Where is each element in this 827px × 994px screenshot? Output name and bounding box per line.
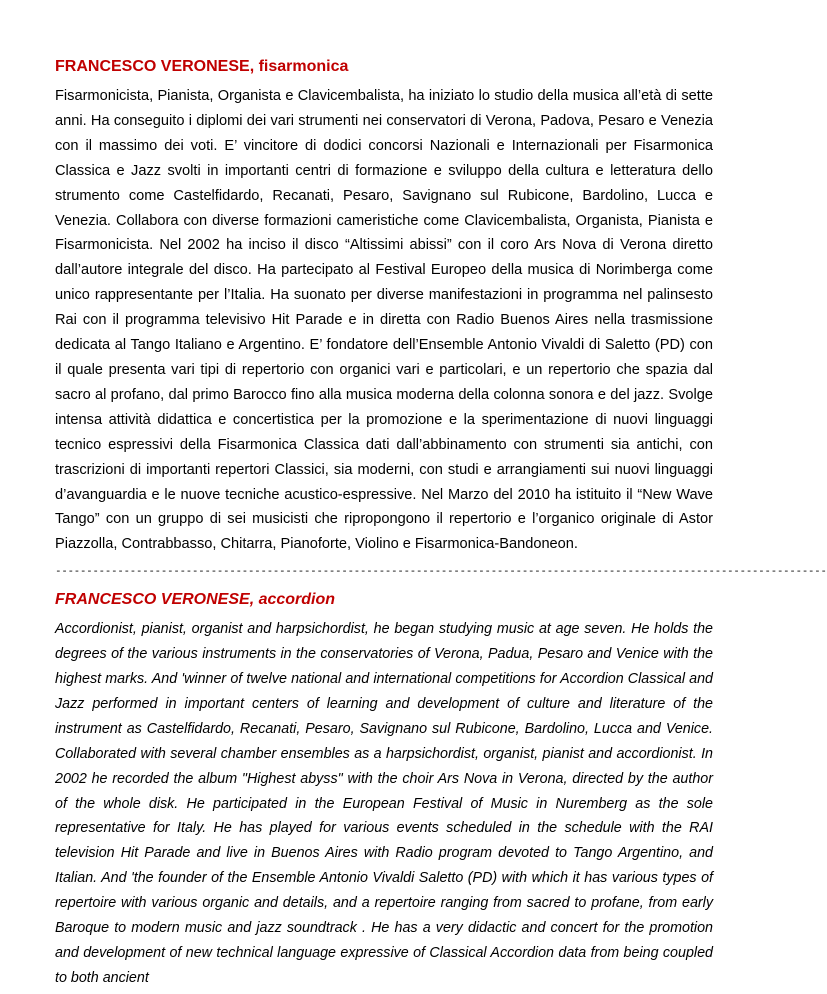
italian-bio-paragraph: Fisarmonicista, Pianista, Organista e Clavicembalista, ha iniziato lo studio della musica all’età di sette anni. Ha conseguito i diplomi dei vari strumenti nei conservatori di Verona, Padova, Pesaro e Venezia con il massimo dei voti. E’ vincitore di dodici concorsi Nazionali e Internazionali per Fisarmonica Classica e Jazz svolti in importanti centri di formazione e sviluppo della cultura e letteratura dello strumento come Castelfidardo, Recanati, Pesaro, Savignano sul Rubicone, Bardolino, Lucca e Venezia. Collabora con diverse formazioni cameristiche come Clavicembalista, Organista, Pianista e Fisarmonicista. Nel 2002 ha inciso il disco “Altissimi abissi” con il coro Ars Nova di Verona diretto dall’autore integrale del disco. Ha partecipato al Festival Europeo della musica di Norimberga come unico rappresentante per l’Italia. Ha suonato per diverse manifestazioni in programma nel palinsesto Rai con il programma televisivo Hit Parade e in diretta con Radio Buenos Aires nella trasmissione dedicata al Tango Italiano e Argentino. E’ fondatore dell’Ensemble Antonio Vivaldi di Saletto (PD) con il quale presenta vari tipi di repertorio con organici vari e particolari, e un repertorio che spazia dal sacro al profano, dal primo Barocco fino alla musica moderna della colonna sonora e del jazz. Svolge intensa attività didattica e concertistica per la promozione e la sperimentazione di nuovi linguaggi tecnico espressivi della Fisarmonica Classica dati dall’abbinamento con strumenti sia antichi, con trascrizioni di importanti repertori Classici, sia moderni, con studi e arrangiamenti sui nuovi linguaggi d’avanguardia e le nuove tecniche acustico-espressive. Nel Marzo del 2010 ha istituito il “New Wave Tango” con un gruppo di sei musicisti che ripropongono il repertorio e l’organico originale di Astor Piazzolla, Contrabbasso, Chitarra, Pianoforte, Violino e Fisarmonica-Bandoneon. bbox=[55, 88, 713, 553]
english-bio-paragraph: Accordionist, pianist, organist and harpsichordist, he began studying music at age seven. He holds the degrees of the various instruments in the conservatories of Verona, Padua, Pesaro and Venice with the highest marks. And 'winner of twelve national and international competitions for Accordion Classical and Jazz performed in important centers of learning and development of culture and literature of the instrument as Castelfidardo, Recanati, Pesaro, Savignano sul Rubicone, Bardolino, Lucca and Venice. Collaborated with several chamber ensembles as a harpsichordist, organist, pianist and accordionist. In 2002 he recorded the album "Highest abyss" with the choir Ars Nova in Verona, directed by the author of the whole disk. He participated in the European Festival of Music in Nuremberg as the sole representative for Italy. He has played for various events scheduled in the schedule with the RAI television Hit Parade and live in Buenos Aires with Radio program devoted to Tango Argentino, and Italian. And 'the founder of the Ensemble Antonio Vivaldi Saletto (PD) with which it has various types of repertoire with various organic and details, and a repertoire ranging from sacred to profane, from early Baroque to modern music and jazz soundtrack . He has a very didactic and concert for the promotion and development of new technical language expressive of Classical Accordion data from being coupled to both ancient bbox=[55, 621, 713, 986]
document-page bbox=[55, 56, 827, 991]
italian-bio-title: FRANCESCO VERONESE, fisarmonica bbox=[55, 58, 349, 75]
english-bio-title: FRANCESCO VERONESE, accordion bbox=[55, 591, 336, 609]
section-divider: ---------------------------------------------------------------------------------------------------------------------------- bbox=[55, 564, 827, 578]
